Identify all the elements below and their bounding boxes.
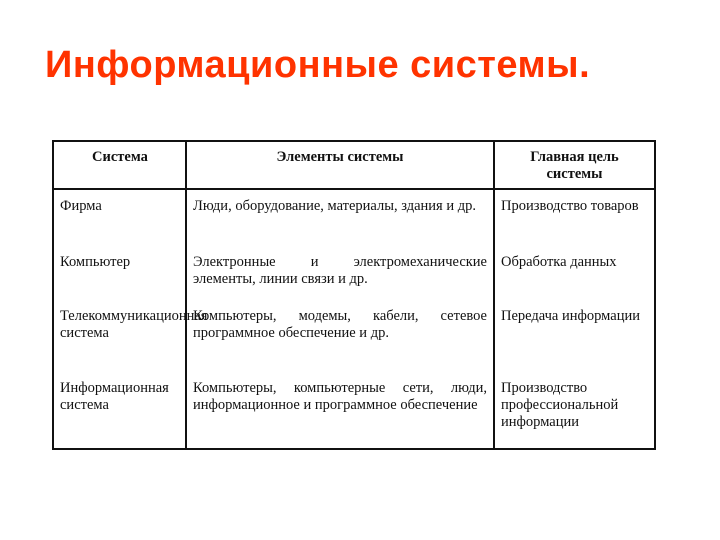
column-header-goal: Главная цель системы bbox=[494, 141, 655, 189]
table-row bbox=[53, 300, 655, 372]
system-goal-cell: Производство товаров bbox=[494, 189, 655, 246]
system-elements-cell: Компьютеры, модемы, кабели, сетевое программное обеспечение и др. bbox=[186, 300, 494, 372]
systems-table bbox=[52, 140, 656, 450]
system-name-cell: Информационная система bbox=[53, 372, 186, 449]
system-name-cell: Фирма bbox=[53, 189, 186, 246]
page-title: Информационные системы. bbox=[45, 44, 591, 86]
table-row bbox=[53, 246, 655, 300]
system-name-cell: Компьютер bbox=[53, 246, 186, 300]
system-goal-cell: Обработка данных bbox=[494, 246, 655, 300]
column-header-system: Система bbox=[53, 141, 186, 189]
system-elements-cell: Люди, оборудование, материалы, здания и др. bbox=[186, 189, 494, 246]
systems-table-container bbox=[52, 140, 654, 450]
table-header-row bbox=[53, 141, 655, 189]
system-elements-cell: Компьютеры, компьютерные сети, люди, информационное и программное обеспечение bbox=[186, 372, 494, 449]
system-elements-cell: Электронные и электромеханические элементы, линии связи и др. bbox=[186, 246, 494, 300]
system-goal-cell: Производство профессиональной информации bbox=[494, 372, 655, 449]
system-name-cell: Телекоммуникационная система bbox=[53, 300, 186, 372]
system-goal-cell: Передача информации bbox=[494, 300, 655, 372]
table-row bbox=[53, 372, 655, 449]
column-header-elements: Элементы системы bbox=[186, 141, 494, 189]
table-row bbox=[53, 189, 655, 246]
